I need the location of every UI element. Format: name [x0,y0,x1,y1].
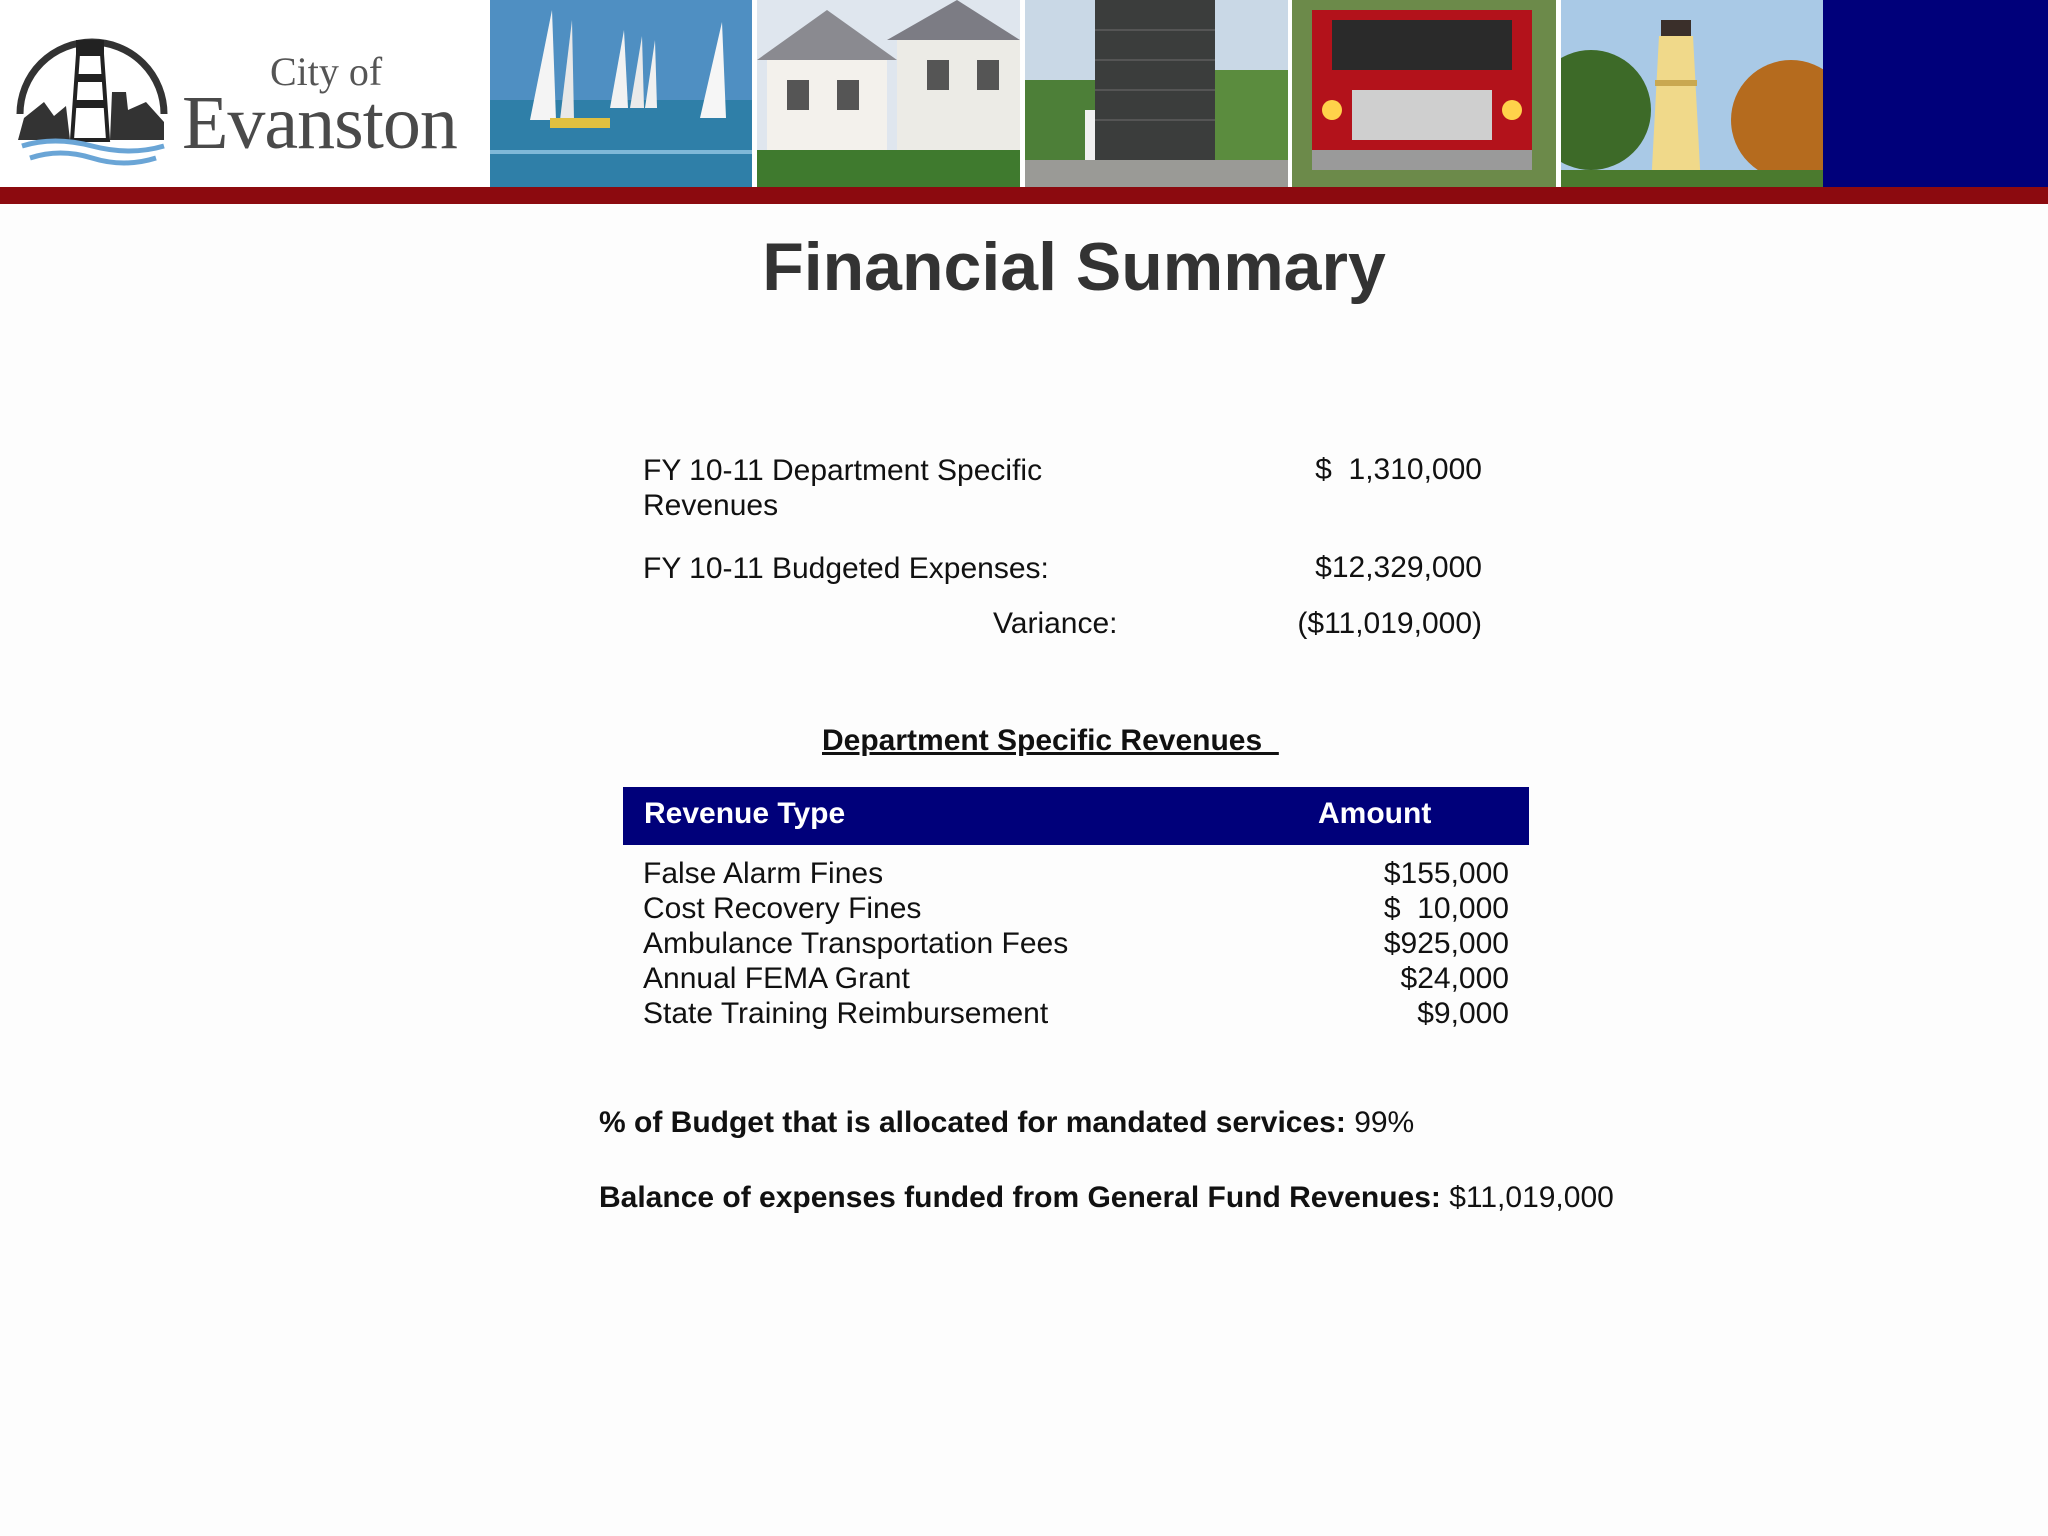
mandated-services-statement [599,1106,1414,1140]
houses-photo [757,0,1020,187]
table-row [643,891,1509,926]
revenues-value: $ 1,310,000 [1315,453,1482,486]
column-header-amount: Amount [1318,797,1432,830]
lighthouse-photo [1561,0,1823,187]
revenue-amount-cell: $ 10,000 [1383,892,1509,925]
revenue-amount-cell: $925,000 [1383,927,1509,960]
expenses-value: $12,329,000 [1315,551,1482,584]
lighthouse-seal-icon [14,22,170,172]
revenue-amount-cell: $9,000 [1417,997,1509,1030]
variance-label: Variance: [993,607,1118,640]
revenues-section-heading: Department Specific Revenues [822,724,1279,757]
general-fund-balance-label: Balance of expenses funded from General Fund Revenues: [599,1181,1441,1214]
fire-truck-photo [1292,0,1556,187]
header-red-rule [0,187,2048,204]
city-logo [0,0,489,187]
tower-photo [1025,0,1288,187]
revenues-label: FY 10-11 Department Specific Revenues [643,454,1043,522]
revenue-table-header [623,787,1529,845]
table-row [643,996,1509,1031]
revenue-type-cell: Cost Recovery Fines [643,892,922,925]
column-header-revenue-type: Revenue Type [644,797,846,830]
header-banner [0,0,2048,187]
revenue-table-body [643,856,1509,1031]
revenue-amount-cell: $24,000 [1400,962,1509,995]
revenue-type-cell: False Alarm Fines [643,857,884,890]
variance-value: ($11,019,000) [1297,607,1482,640]
logo-city-of-text: City of [270,49,383,94]
revenue-amount-cell: $155,000 [1383,857,1509,890]
expenses-label: FY 10-11 Budgeted Expenses: [643,552,1049,585]
page-title: Financial Summary [762,229,1386,305]
sailboats-photo [490,0,752,187]
general-fund-balance-value: $11,019,000 [1449,1181,1614,1214]
table-row [643,856,1509,891]
revenue-type-cell: Annual FEMA Grant [643,962,910,995]
revenue-type-cell: State Training Reimbursement [643,997,1049,1030]
mandated-services-value: 99% [1354,1106,1415,1139]
table-row [643,926,1509,961]
banner-navy-block [1823,0,2048,187]
logo-evanston-text: Evanston [182,81,457,165]
revenue-type-cell: Ambulance Transportation Fees [643,927,1069,960]
general-fund-balance-statement [599,1181,1614,1215]
mandated-services-label: % of Budget that is allocated for mandated services: [599,1106,1346,1139]
table-row [643,961,1509,996]
